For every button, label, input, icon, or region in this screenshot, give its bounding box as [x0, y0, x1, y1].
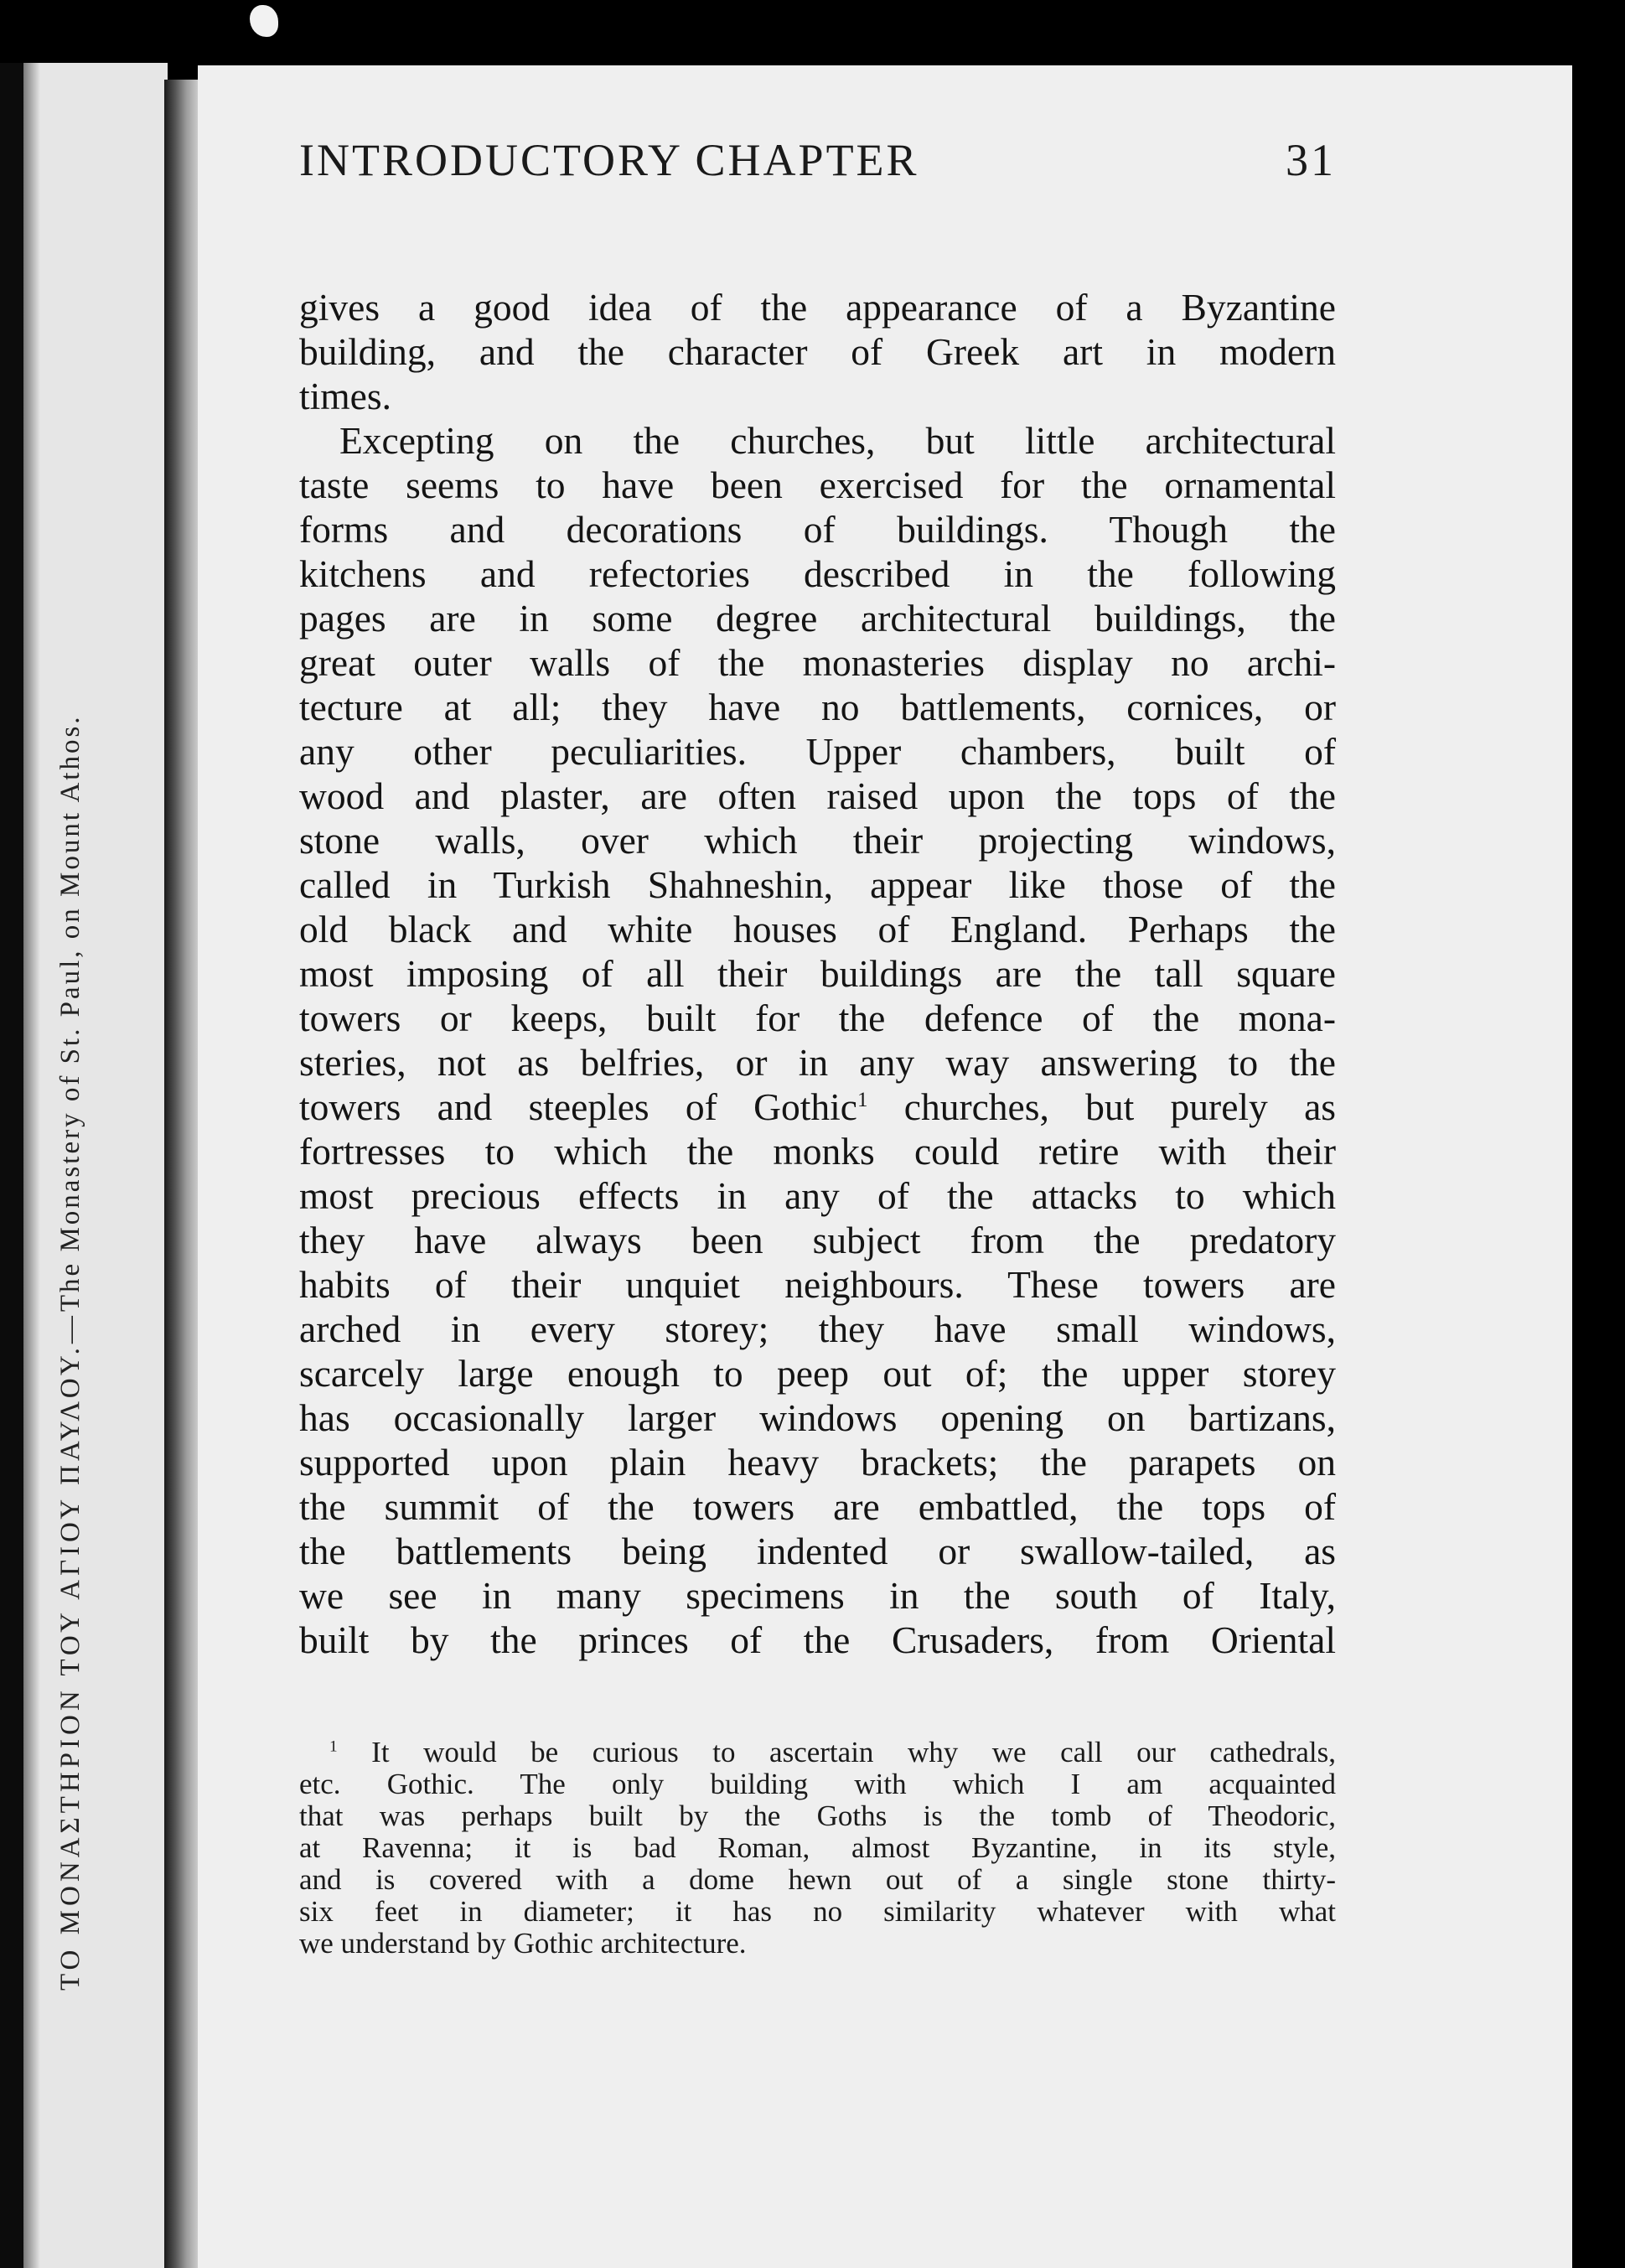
body-line: times.: [299, 375, 391, 417]
body-line: scarcely large enough to peep out of; the upper storey: [299, 1352, 1336, 1395]
footnote-line: at Ravenna; it is bad Roman, almost Byzantine, in its style,: [299, 1831, 1336, 1864]
body-line: kitchens and refectories described in the following: [299, 552, 1336, 595]
footnote-reference: 1: [856, 1088, 868, 1111]
footnote-line: etc. Gothic. The only building with which I am acquainted: [299, 1768, 1336, 1800]
body-line: forms and decorations of buildings. Though the: [299, 508, 1336, 551]
body-line: the battlements being indented or swallow-tailed, as: [299, 1530, 1336, 1572]
body-line: called in Turkish Shahneshin, appear like those of the: [299, 863, 1336, 906]
body-text: [299, 285, 1336, 1662]
left-page-shadow: [23, 63, 40, 2268]
body-line: steries, not as belfries, or in any way answering to the: [299, 1041, 1336, 1084]
plate-caption-greek: ΤΟ ΜΟΝΑΣΤΗΡΙΟΝ ΤΟΥ ΑΓΙΟΥ ΠΑΥΛΟΥ.—: [55, 1312, 85, 1991]
footnote-line: that was perhaps built by the Goths is the tomb of Theodoric,: [299, 1799, 1336, 1832]
body-line-with-footnote-ref: [299, 1085, 1336, 1129]
body-line: supported upon plain heavy brackets; the parapets on: [299, 1441, 1336, 1484]
footnote-line: and is covered with a dome hewn out of a single stone thirty-: [299, 1863, 1336, 1896]
body-line: building, and the character of Greek art in modern: [299, 330, 1336, 373]
body-line: pages are in some degree architectural buildings, the: [299, 597, 1336, 639]
footnote-line: six feet in diameter; it has no similarity whatever with what: [299, 1895, 1336, 1928]
footnote-line: we understand by Gothic architecture.: [299, 1927, 747, 1960]
footnote: [299, 1737, 1336, 1960]
body-line: fortresses to which the monks could retire with their: [299, 1130, 1336, 1173]
body-line: most precious effects in any of the attacks to which: [299, 1174, 1336, 1217]
plate-caption: [55, 398, 86, 1991]
body-line: habits of their unquiet neighbours. These towers are: [299, 1263, 1336, 1306]
body-line: any other peculiarities. Upper chambers, built of: [299, 730, 1336, 773]
dust-speck: [250, 5, 278, 37]
body-line: built by the princes of the Crusaders, from Oriental: [299, 1618, 1336, 1661]
body-line: gives a good idea of the appearance of a Byzantine: [299, 286, 1336, 329]
body-line: the summit of the towers are embattled, the tops of: [299, 1485, 1336, 1528]
body-line: they have always been subject from the predatory: [299, 1219, 1336, 1261]
footnote-line-text: It would be curious to ascertain why we call our cathedrals,: [371, 1736, 1336, 1768]
body-line: towers or keeps, built for the defence of the mona-: [299, 997, 1336, 1039]
body-line: wood and plaster, are often raised upon the tops of the: [299, 774, 1336, 817]
plate-caption-english: The Monastery of St. Paul, on Mount Athos.: [55, 714, 85, 1313]
left-facing-page: [0, 63, 168, 2268]
body-line: taste seems to have been exercised for the ornamental: [299, 463, 1336, 506]
body-line: old black and white houses of England. Perhaps the: [299, 908, 1336, 950]
body-line: has occasionally larger windows opening on bartizans,: [299, 1396, 1336, 1439]
body-line: arched in every storey; they have small windows,: [299, 1307, 1336, 1350]
chapter-title: INTRODUCTORY CHAPTER: [299, 135, 919, 185]
body-line: most imposing of all their buildings are the tall square: [299, 952, 1336, 995]
footnote-line: [299, 1737, 1336, 1768]
footnote-marker: 1: [329, 1737, 338, 1756]
page-number: 31: [1286, 135, 1336, 185]
body-line-end: churches, but purely as: [867, 1085, 1336, 1128]
body-line: Excepting on the churches, but little architectural: [339, 419, 1336, 462]
left-page-edge: [0, 63, 23, 2268]
body-line-start: towers and steeples of Gothic: [299, 1085, 857, 1128]
body-line: tecture at all; they have no battlements, cornices, or: [299, 686, 1336, 728]
book-gutter: [164, 80, 201, 2268]
body-line: we see in many specimens in the south of Italy,: [299, 1574, 1336, 1617]
body-line: stone walls, over which their projecting windows,: [299, 819, 1336, 862]
body-line: great outer walls of the monasteries display no archi-: [299, 641, 1336, 684]
